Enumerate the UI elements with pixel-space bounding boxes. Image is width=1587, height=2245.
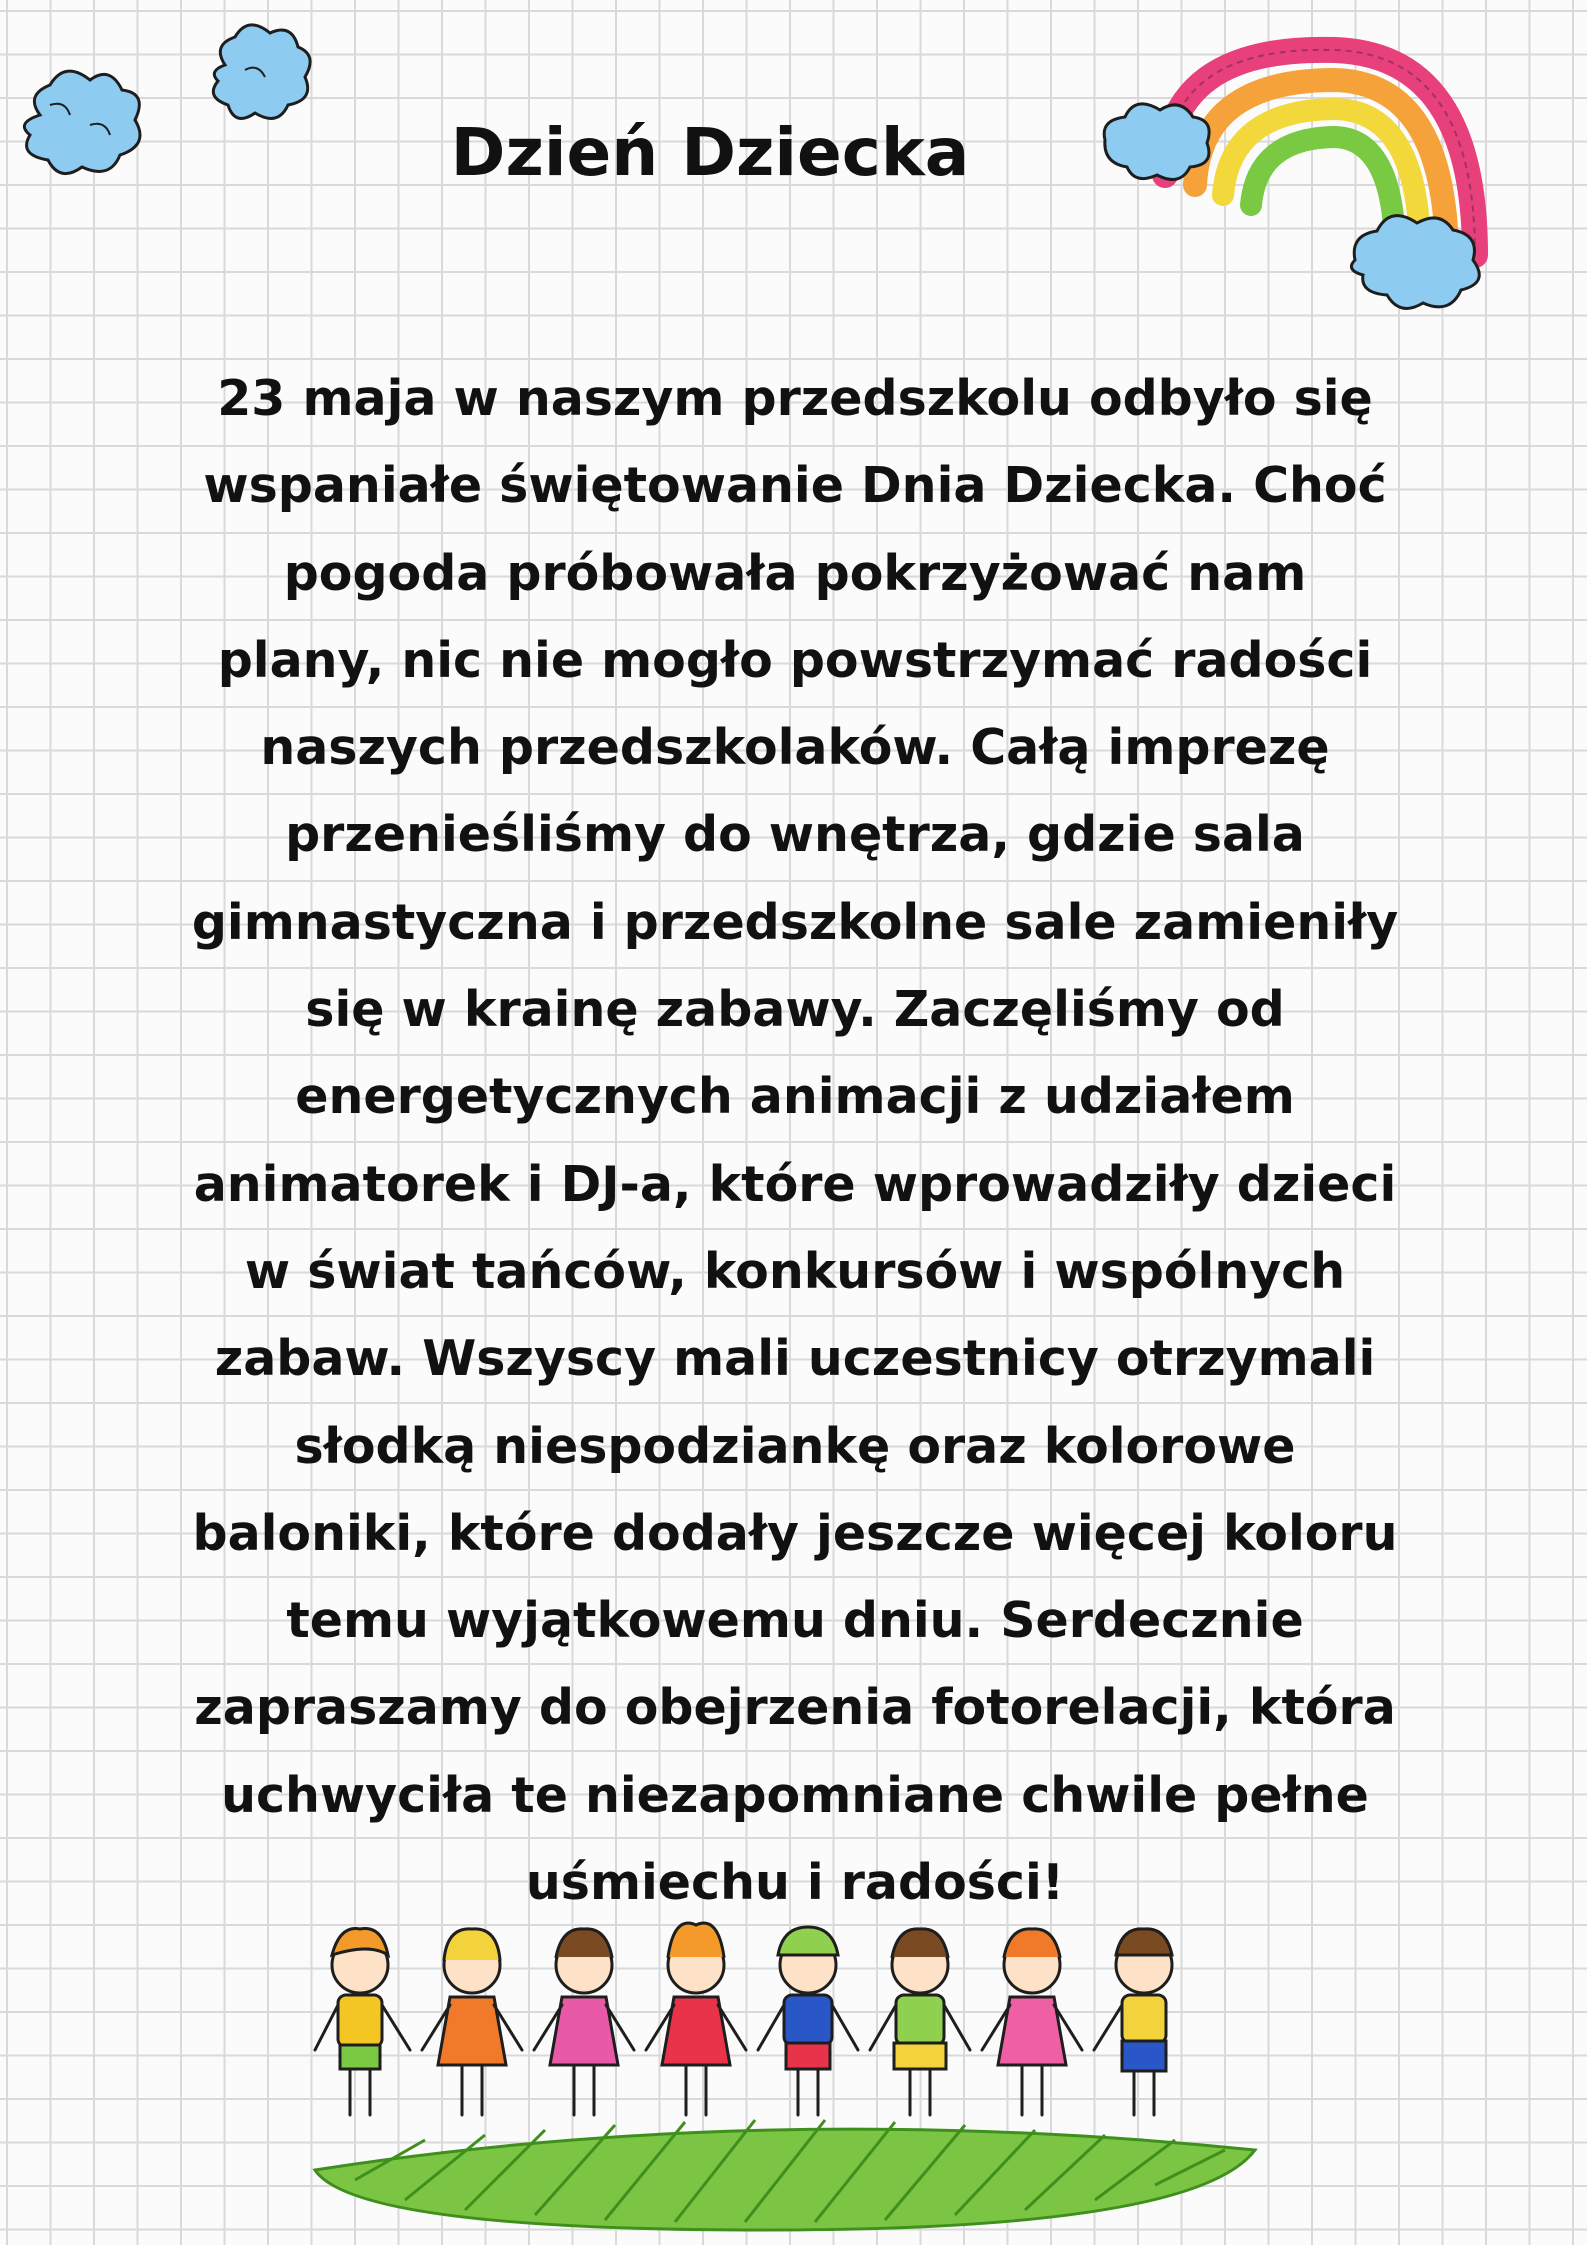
body-line: animatorek i DJ-a, które wprowadziły dzieci — [193, 1155, 1397, 1213]
body-line: energetycznych animacji z udziałem — [295, 1068, 1295, 1126]
body-line: zapraszamy do obejrzenia fotorelacji, która — [194, 1679, 1396, 1737]
body-line: się w krainę zabawy. Zaczęliśmy od — [305, 981, 1285, 1039]
body-line: wspaniałe świętowanie Dnia Dziecka. Choć — [203, 457, 1387, 515]
body-line: pogoda próbowała pokrzyżować nam — [283, 544, 1307, 602]
article-body — [95, 355, 1495, 1926]
rainbow-icon — [1105, 25, 1505, 335]
cloud-icon — [10, 55, 155, 205]
body-line: przenieśliśmy do wnętrza, gdzie sala — [285, 806, 1305, 864]
body-line: gimnastyczna i przedszkolne sale zamieniły — [191, 893, 1399, 951]
body-line: uśmiechu i radości! — [525, 1854, 1065, 1912]
body-line: w świat tańców, konkursów i wspólnych — [244, 1242, 1346, 1300]
body-line: plany, nic nie mogło powstrzymać radości — [217, 631, 1373, 689]
body-line: uchwyciła te niezapomniane chwile pełne — [221, 1766, 1369, 1824]
children-holding-hands-icon — [300, 1915, 1300, 2125]
body-line: temu wyjątkowemu dniu. Serdecznie — [286, 1592, 1304, 1650]
body-line: zabaw. Wszyscy mali uczestnicy otrzymali — [214, 1330, 1376, 1388]
page-title: Dzień Dziecka — [450, 114, 970, 191]
body-line: 23 maja w naszym przedszkolu odbyło się — [217, 370, 1373, 427]
body-line: baloniki, które dodały jeszcze więcej koloru — [192, 1504, 1398, 1562]
body-line: naszych przedszkolaków. Całą imprezę — [260, 719, 1330, 777]
cloud-icon — [200, 15, 320, 140]
body-line: słodką niespodziankę oraz kolorowe — [294, 1417, 1296, 1475]
